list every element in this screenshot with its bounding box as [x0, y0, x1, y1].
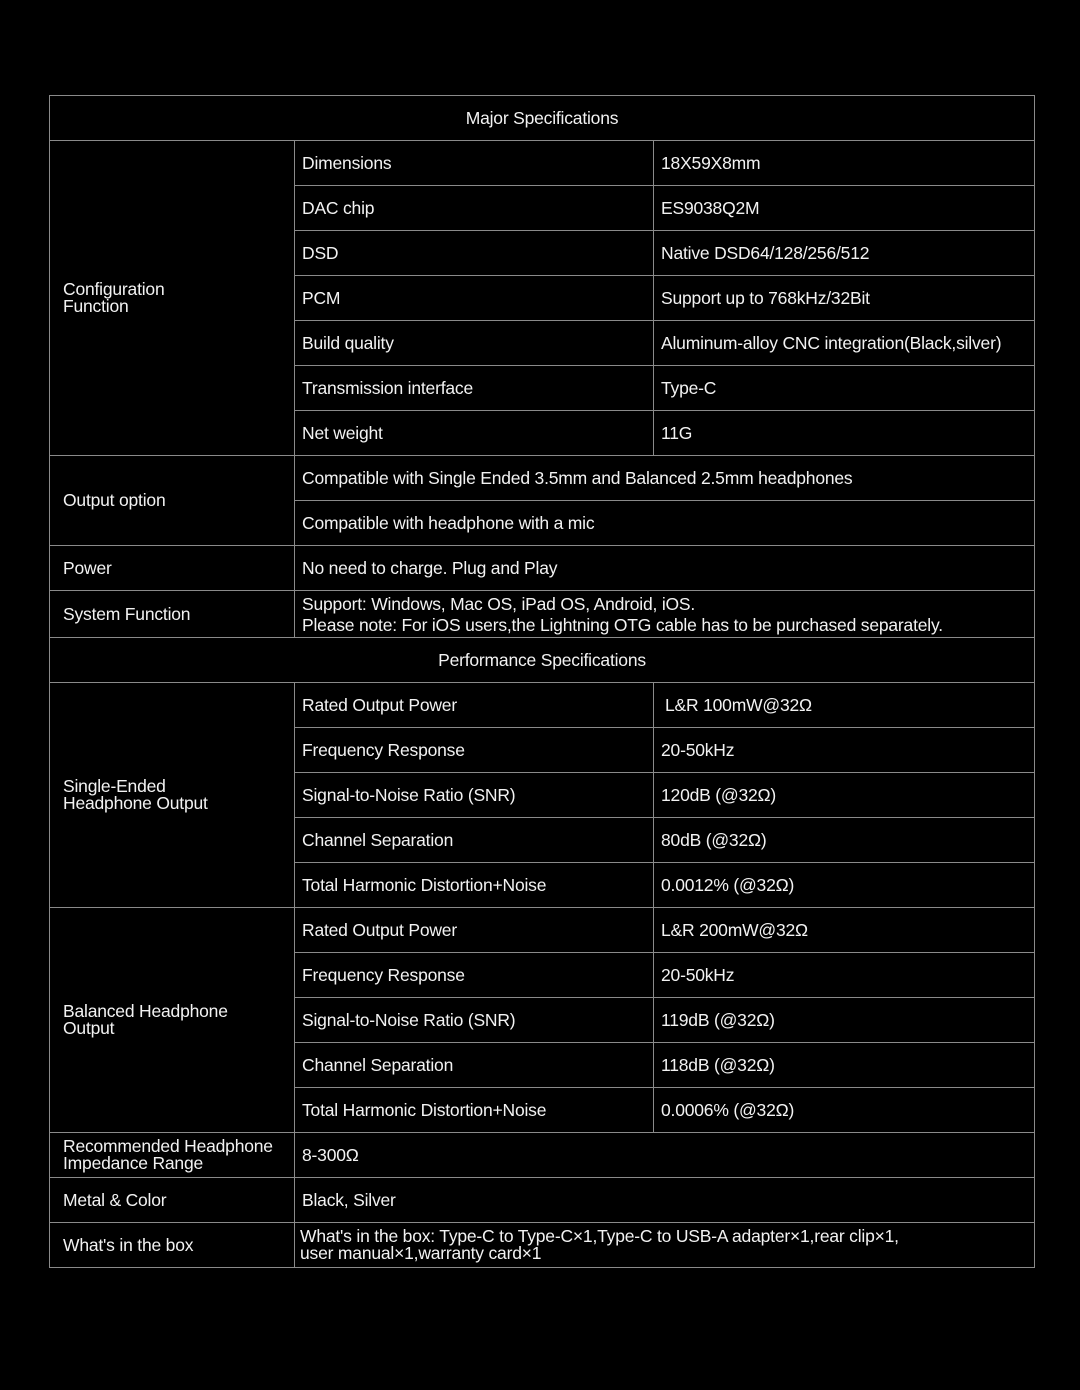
spec-value: ES9038Q2M — [654, 186, 1035, 231]
spec-name: Channel Separation — [295, 1043, 654, 1088]
performance-spec-title: Performance Specifications — [50, 638, 1035, 683]
impedance-label-line2: Impedance Range — [63, 1153, 204, 1173]
spec-row — [50, 908, 1035, 953]
in-box-label: What's in the box — [50, 1223, 295, 1268]
spec-row — [50, 1133, 1035, 1178]
output-option-line: Compatible with Single Ended 3.5mm and Balanced 2.5mm headphones — [295, 456, 1035, 501]
configuration-function-label — [50, 141, 295, 456]
spec-name: DAC chip — [295, 186, 654, 231]
spec-name: Signal-to-Noise Ratio (SNR) — [295, 773, 654, 818]
spec-value: 120dB (@32Ω) — [654, 773, 1035, 818]
single-ended-label-line1: Single-Ended — [63, 776, 166, 796]
spec-value: 0.0012% (@32Ω) — [654, 863, 1035, 908]
spec-name: Total Harmonic Distortion+Noise — [295, 1088, 654, 1133]
power-value: No need to charge. Plug and Play — [295, 546, 1035, 591]
spec-name: Net weight — [295, 411, 654, 456]
configuration-label-line2: Function — [63, 296, 129, 316]
major-spec-header-row — [50, 96, 1035, 141]
system-function-line2: Please note: For iOS users,the Lightning OTG cable has to be purchased separately. — [302, 615, 943, 635]
system-function-value — [295, 591, 1035, 638]
metal-color-label: Metal & Color — [50, 1178, 295, 1223]
spec-row — [50, 683, 1035, 728]
spec-name: Frequency Response — [295, 728, 654, 773]
spec-row — [50, 456, 1035, 501]
spec-value: 11G — [654, 411, 1035, 456]
system-function-label: System Function — [50, 591, 295, 638]
spec-value: L&R 200mW@32Ω — [654, 908, 1035, 953]
spec-row — [50, 1178, 1035, 1223]
spec-name: Rated Output Power — [295, 908, 654, 953]
single-ended-label-line2: Headphone Output — [63, 793, 208, 813]
system-function-line1: Support: Windows, Mac OS, iPad OS, Android, iOS. — [302, 594, 696, 614]
spec-value: 18X59X8mm — [654, 141, 1035, 186]
in-box-line1: What's in the box: Type-C to Type-C×1,Type-C to USB-A adapter×1,rear clip×1, — [300, 1226, 899, 1246]
spec-value: L&R 100mW@32Ω — [654, 683, 1035, 728]
performance-spec-header-row — [50, 638, 1035, 683]
spec-name: DSD — [295, 231, 654, 276]
spec-value: 118dB (@32Ω) — [654, 1043, 1035, 1088]
metal-color-value: Black, Silver — [295, 1178, 1035, 1223]
spec-value: 20-50kHz — [654, 953, 1035, 998]
spec-name: Total Harmonic Distortion+Noise — [295, 863, 654, 908]
spec-name: Channel Separation — [295, 818, 654, 863]
spec-name: Rated Output Power — [295, 683, 654, 728]
in-box-value — [295, 1223, 1035, 1268]
spec-value: 0.0006% (@32Ω) — [654, 1088, 1035, 1133]
spec-row — [50, 1223, 1035, 1268]
power-label: Power — [50, 546, 295, 591]
spec-value: Support up to 768kHz/32Bit — [654, 276, 1035, 321]
spec-value: 20-50kHz — [654, 728, 1035, 773]
spec-value: 80dB (@32Ω) — [654, 818, 1035, 863]
impedance-value: 8-300Ω — [295, 1133, 1035, 1178]
spec-name: Transmission interface — [295, 366, 654, 411]
spec-row — [50, 591, 1035, 638]
spec-name: Dimensions — [295, 141, 654, 186]
spec-row — [50, 546, 1035, 591]
spec-name: Signal-to-Noise Ratio (SNR) — [295, 998, 654, 1043]
output-option-label: Output option — [50, 456, 295, 546]
spec-name: PCM — [295, 276, 654, 321]
impedance-label-line1: Recommended Headphone — [63, 1136, 273, 1156]
spec-name: Frequency Response — [295, 953, 654, 998]
spec-value: Native DSD64/128/256/512 — [654, 231, 1035, 276]
in-box-line2: user manual×1,warranty card×1 — [300, 1243, 542, 1263]
impedance-label — [50, 1133, 295, 1178]
spec-name: Build quality — [295, 321, 654, 366]
balanced-output-label — [50, 908, 295, 1133]
spec-value: 119dB (@32Ω) — [654, 998, 1035, 1043]
output-option-line: Compatible with headphone with a mic — [295, 501, 1035, 546]
balanced-label-line2: Output — [63, 1018, 115, 1038]
spec-value: Aluminum-alloy CNC integration(Black,silver) — [654, 321, 1035, 366]
balanced-label-line1: Balanced Headphone — [63, 1001, 228, 1021]
spec-table — [49, 95, 1035, 1268]
spec-row — [50, 141, 1035, 186]
major-spec-title: Major Specifications — [50, 96, 1035, 141]
spec-value: Type-C — [654, 366, 1035, 411]
single-ended-output-label — [50, 683, 295, 908]
configuration-label-line1: Configuration — [63, 279, 165, 299]
